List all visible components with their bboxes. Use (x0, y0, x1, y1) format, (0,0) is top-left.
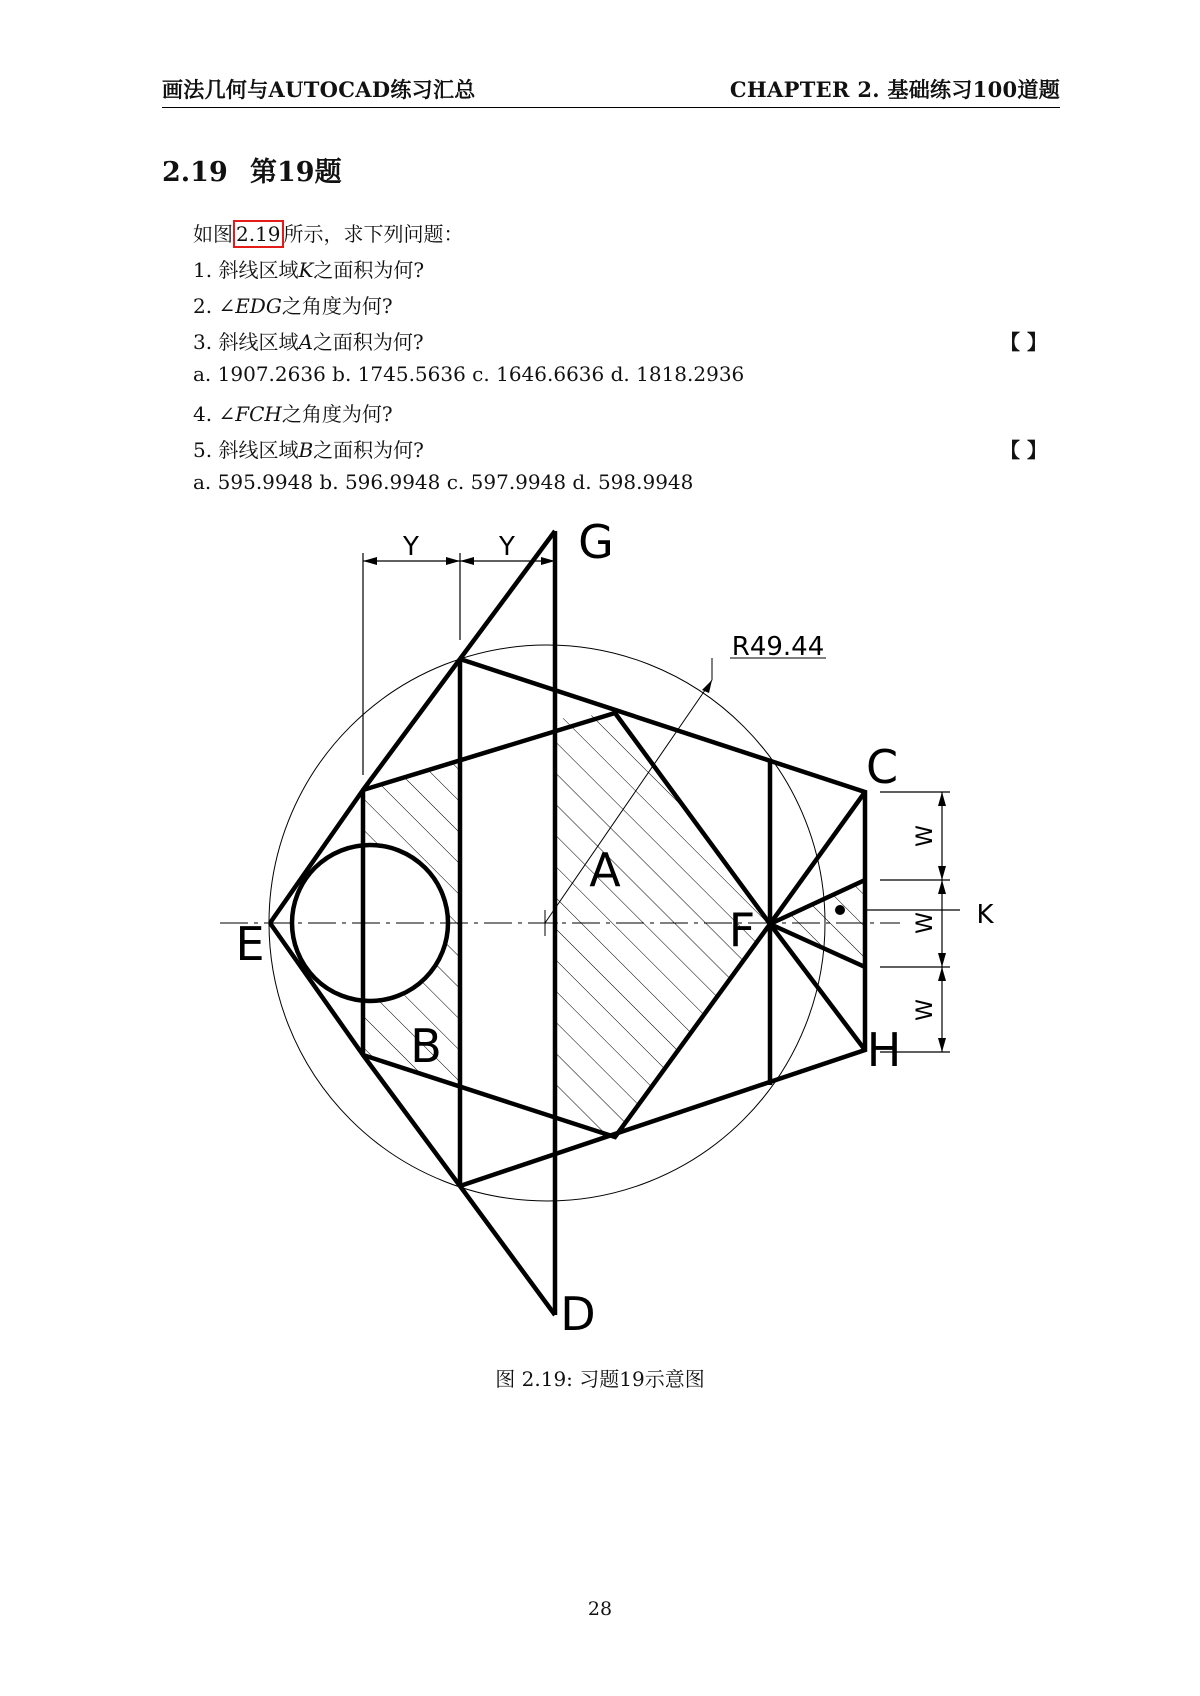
options-5: a. 595.9948 b. 596.9948 c. 597.9948 d. 598.9948 (193, 470, 694, 494)
question-3: 3. 斜线区域A之面积为何? (193, 330, 424, 354)
intro-line: 如图 2.19 所示，求下列问题： (193, 222, 464, 246)
options-3: a. 1907.2636 b. 1745.5636 c. 1646.6636 d. 1818.2936 (193, 362, 745, 386)
k-point-dot (835, 905, 845, 915)
label-k: K (976, 900, 994, 930)
label-h: H (866, 1023, 902, 1077)
dim-w-label-2: W (913, 912, 938, 934)
answer-bracket-3: 【 】 (1000, 330, 1047, 354)
label-c: C (865, 740, 899, 794)
label-e: E (235, 917, 265, 971)
question-5: 5. 斜线区域B之面积为何? (193, 438, 424, 462)
answer-bracket-5: 【 】 (1000, 438, 1047, 462)
figure-caption: 图 2.19: 习题19示意图 (495, 1367, 705, 1391)
label-b: B (410, 1019, 442, 1073)
question-2: 2. ∠EDG之角度为何? (193, 294, 393, 318)
dim-w-label-1: W (913, 825, 938, 847)
label-g: G (578, 515, 614, 569)
dim-y-label-2: Y (499, 532, 515, 562)
running-header-left: 画法几何与AUTOCAD练习汇总 (162, 77, 476, 102)
running-header-right: CHAPTER 2. 基础练习100道题 (729, 77, 1060, 102)
radius-label: R49.44 (731, 632, 825, 662)
page-number: 28 (587, 1598, 613, 1620)
question-4: 4. ∠FCH之角度为何? (193, 402, 393, 426)
label-a: A (589, 843, 621, 897)
section-title: 第19题 (250, 157, 342, 188)
figure-reference-link[interactable]: 2.19 (233, 220, 284, 248)
dim-y-label-1: Y (403, 532, 419, 562)
dim-w-label-3: W (913, 999, 938, 1021)
label-d: D (560, 1287, 596, 1341)
label-f: F (728, 903, 756, 957)
question-1: 1. 斜线区域K之面积为何? (193, 258, 425, 282)
section-number: 2.19 (162, 157, 228, 188)
